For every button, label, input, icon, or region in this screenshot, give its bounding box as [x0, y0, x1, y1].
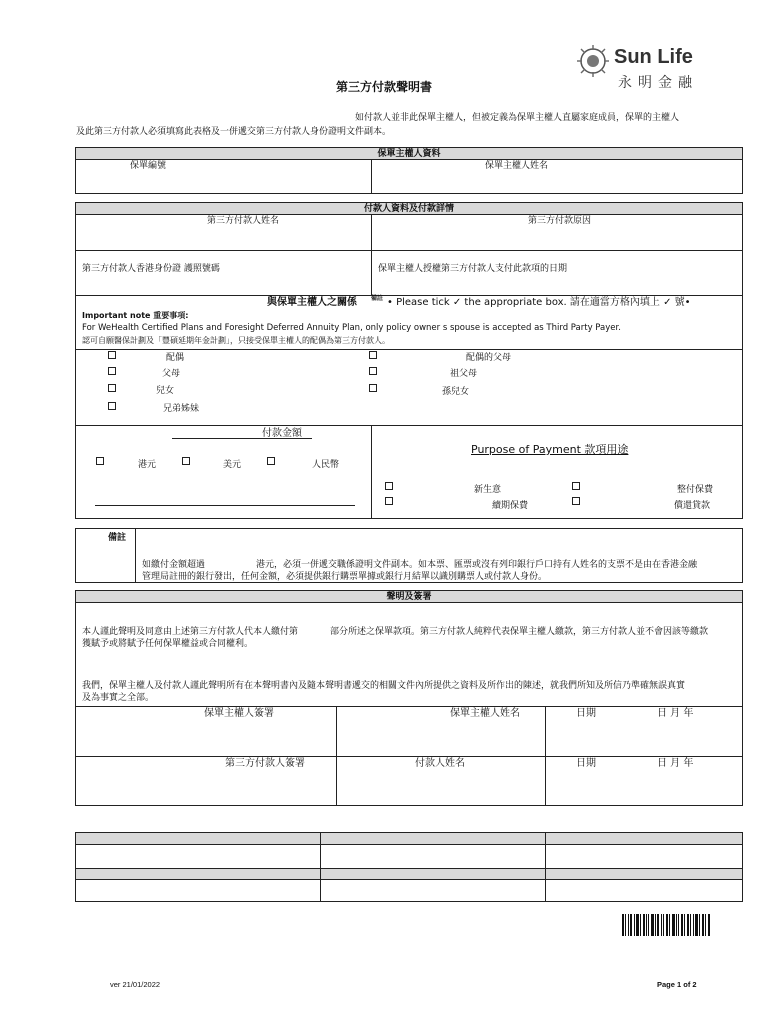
page-number: Page 1 of 2 [657, 980, 697, 989]
option-grandchildren: 孫兒女 [442, 387, 470, 397]
checkbox-loan-repayment[interactable] [572, 497, 580, 505]
option-spouse-parents: 配偶的父母 [466, 353, 512, 363]
option-children: 兒女 [156, 386, 175, 396]
purpose-loan-repayment: 償還貸款 [674, 501, 711, 511]
declaration-header: 聲明及簽署 [75, 590, 743, 603]
dmy-label-2: 日 月 年 [657, 758, 694, 769]
declaration-para2-b: 及為事實之全部。 [82, 693, 155, 703]
owner-name-label: 保單主權人姓名 [450, 708, 520, 719]
policy-owner-table [75, 159, 743, 194]
checkbox-grandchildren[interactable] [369, 384, 377, 392]
dmy-label-1: 日 月 年 [657, 708, 694, 719]
checkbox-spouse-parents[interactable] [369, 351, 377, 359]
currency-hkd: 港元 [138, 460, 157, 470]
authorization-date-label: 保單主權人授權第三方付款人支付此款項的日期 [378, 264, 568, 274]
important-note-cn: 認可自願醫保計劃及「豐碩延期年金計劃」，只接受保單主權人的配偶為第三方付款人。 [82, 336, 390, 345]
checkbox-renewal-premium[interactable] [385, 497, 393, 505]
owner-signature-label: 保單主權人簽署 [204, 708, 274, 719]
payer-table [75, 214, 743, 296]
payer-name-signature-label: 付款人姓名 [415, 758, 465, 769]
checkbox-hkd[interactable] [96, 457, 104, 465]
tick-instruction: • Please tick ✓ the appropriate box. 請在適當方格內填上 ✓ 號• [387, 297, 691, 308]
payment-amount-label: 付款金額 [262, 428, 302, 439]
option-spouse: 配偶 [166, 353, 185, 363]
policy-number-label: 保單編號 [130, 161, 167, 171]
relationship-heading: 與保單主權人之關係 [267, 297, 357, 308]
checkbox-parents[interactable] [108, 367, 116, 375]
logo-brand: Sun Life [614, 46, 693, 68]
remarks-line-1b: 港元，必須一併遞交職係證明文件副本。如本票、匯票或沒有列印銀行戶口持有人姓名的支票不是由在香港金融 [256, 560, 698, 570]
payer-header: 付款人資料及付款詳情 [75, 202, 743, 215]
policy-owner-header: 保單主權人資料 [75, 147, 743, 160]
checkbox-grandparents[interactable] [369, 367, 377, 375]
page-title: 第三方付款聲明書 [335, 80, 432, 94]
currency-rmb: 人民幣 [312, 460, 340, 470]
date-label-2: 日期 [576, 758, 596, 769]
payment-reason-label: 第三方付款原因 [528, 216, 592, 226]
purpose-single-premium: 整付保費 [677, 485, 714, 495]
purpose-renewal-premium: 續期保費 [492, 501, 529, 511]
barcode-icon [622, 914, 712, 936]
payer-id-label: 第三方付款人香港身份證 護照號碼 [82, 264, 220, 274]
logo-brand-cn: 永明金融 [618, 75, 698, 91]
checkbox-rmb[interactable] [267, 457, 275, 465]
checkbox-spouse[interactable] [108, 351, 116, 359]
option-siblings: 兄弟姊妹 [163, 404, 200, 414]
payer-name-label: 第三方付款人姓名 [207, 216, 280, 226]
option-grandparents: 祖父母 [450, 369, 478, 379]
declaration-para1-a: 本人謹此聲明及同意由上述第三方付款人代本人繳付第 [82, 627, 299, 637]
checkbox-new-business[interactable] [385, 482, 393, 490]
policy-owner-name-label: 保單主權人姓名 [485, 161, 549, 171]
intro-line-1: 如付款人並非此保單主權人，但被定義為保單主權人直屬家庭成員，保單的主權人 [355, 113, 680, 123]
checkbox-usd[interactable] [182, 457, 190, 465]
relationship-sup: 備註 [371, 295, 384, 302]
remarks-line-2: 管理局註冊的銀行發出，任何金額，必須提供銀行購票單據或銀行月結單以識別購票人或付款人身份。 [142, 572, 548, 582]
declaration-para2-a: 我們，保單主權人及付款人謹此聲明所有在本聲明書內及隨本聲明書遞交的相關文件內所提供之資料及所作出的陳述，就我們所知及所信乃準確無誤真實 [82, 681, 686, 691]
checkbox-single-premium[interactable] [572, 482, 580, 490]
remarks-label: 備註 [108, 533, 127, 543]
purpose-of-payment-label: Purpose of Payment 款項用途 [471, 443, 629, 456]
declaration-para1-c: 獲賦予或將賦予任何保單權益或合同權利。 [82, 639, 254, 649]
remarks-line-1a: 如繳付金額超過 [142, 560, 206, 570]
intro-line-2: 及此第三方付款人必須填寫此表格及一併遞交第三方付款人身份證明文件副本。 [76, 127, 392, 137]
important-note-title: Important note 重要事項: [82, 311, 189, 320]
option-parents: 父母 [162, 369, 181, 379]
checkbox-children[interactable] [108, 384, 116, 392]
currency-usd: 美元 [223, 460, 242, 470]
date-label-1: 日期 [576, 708, 596, 719]
payer-signature-label: 第三方付款人簽署 [225, 758, 305, 769]
checkbox-siblings[interactable] [108, 402, 116, 410]
version-label: ver 21/01/2022 [110, 980, 161, 989]
sun-logo-icon [576, 44, 610, 78]
amount-input-line[interactable] [95, 505, 355, 506]
important-note-en: For WeHealth Certified Plans and Foresight Deferred Annuity Plan, only policy owner s spouse is accepted as Third Party Payer. [82, 323, 621, 333]
declaration-para1-b: 部分所述之保單款項。第三方付款人純粹代表保單主權人繳款，第三方付款人並不會因該等繳款 [330, 627, 709, 637]
purpose-new-business: 新生意 [474, 485, 502, 495]
